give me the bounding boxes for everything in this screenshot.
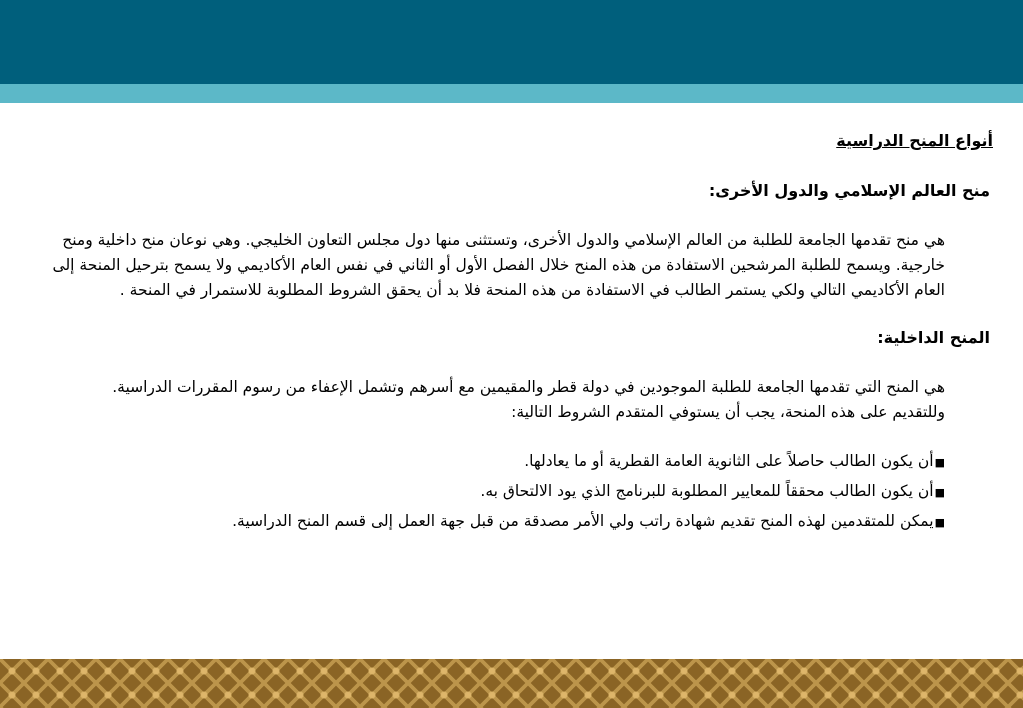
section-heading-internal-grants: المنح الداخلية:	[877, 328, 990, 347]
footer-pattern-band	[0, 659, 1023, 708]
section-body-islamic-world	[28, 228, 945, 303]
conditions-intro: وللتقديم على هذه المنحة، يجب أن يستوفي المتقدم الشروط التالية:	[511, 403, 945, 421]
condition-text: يمكن للمتقدمين لهذه المنح تقديم شهادة راتب ولي الأمر مصدقة من قبل جهة العمل إلى قسم المنح الدراسية.	[232, 512, 934, 530]
condition-text: أن يكون الطالب محققاً للمعايير المطلوبة للبرنامج الذي يود الالتحاق به.	[480, 482, 934, 500]
condition-text: أن يكون الطالب حاصلاً على الثانوية العامة القطرية أو ما يعادلها.	[524, 452, 934, 470]
bullet-icon: ■	[934, 516, 945, 529]
paragraph: هي منح تقدمها الجامعة للطلبة من العالم الإسلامي والدول الأخرى، وتستثنى منها دول مجلس التعاون الخليجي. وهي نوعان منح داخلية ومنح خارجية. ويسمح للطلبة المرشحين الاستفادة من هذه المنح خلال الفصل الأول أو الثاني في نفس العام الأكاديمي ولا يسمح بترحيل المنحة إلى العام الأكاديمي التالي ولكي يستمر الطالب في الاستفادة من هذه المنحة فلا بد أن يحقق الشروط المطلوبة للاستمرار في المنحة .	[52, 231, 945, 299]
page-title: أنواع المنح الدراسية	[836, 131, 993, 150]
list-item	[28, 507, 945, 537]
list-item	[28, 477, 945, 507]
bullet-icon: ■	[934, 486, 945, 499]
header-accent-stripe	[0, 84, 1023, 103]
conditions-list	[28, 447, 945, 537]
paragraph: هي المنح التي تقدمها الجامعة للطلبة الموجودين في دولة قطر والمقيمين مع أسرهم وتشمل الإعفاء من رسوم المقررات الدراسية.	[112, 378, 945, 396]
document-content	[28, 118, 993, 537]
header-band	[0, 0, 1023, 84]
list-item	[28, 447, 945, 477]
section-body-internal-grants	[28, 375, 945, 425]
section-heading-islamic-world: منح العالم الإسلامي والدول الأخرى:	[708, 181, 990, 200]
bullet-icon: ■	[934, 456, 945, 469]
